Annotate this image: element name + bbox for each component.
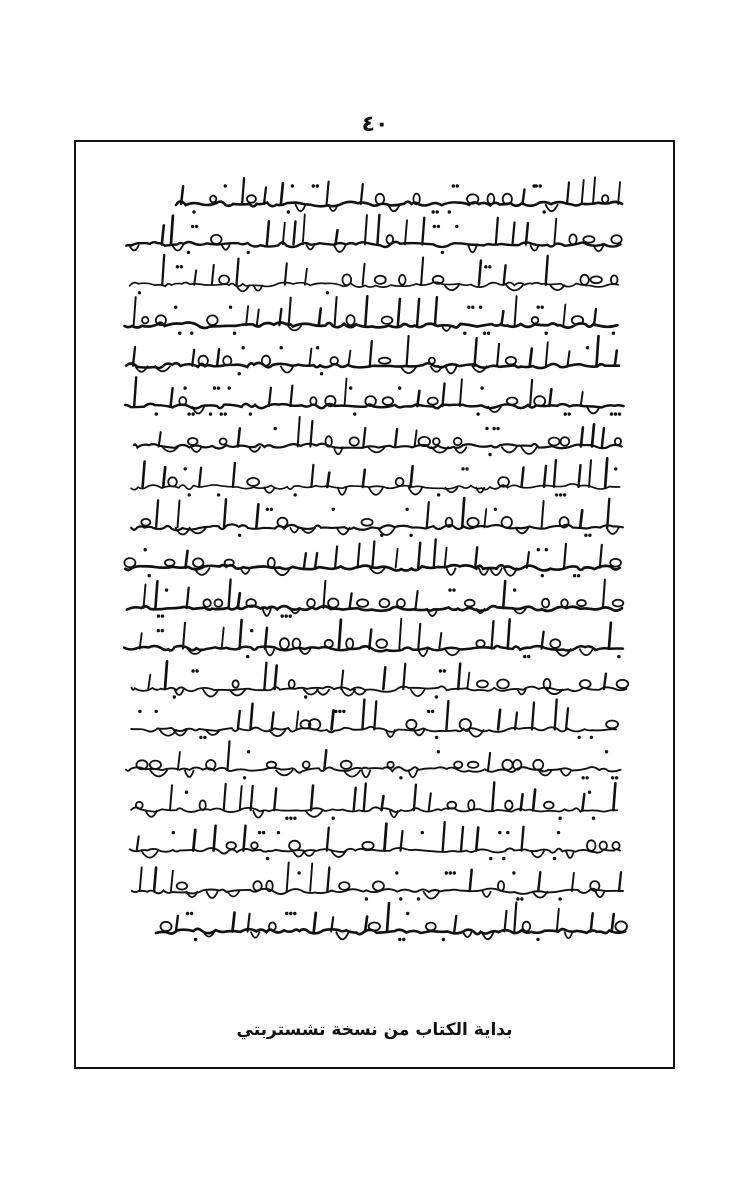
manuscript-line	[124, 539, 621, 577]
manuscript-line	[126, 336, 619, 376]
manuscript-line	[125, 296, 618, 335]
manuscript-line	[127, 580, 623, 618]
manuscript-line	[126, 741, 621, 779]
manuscript-line	[131, 782, 617, 820]
handwritten-text-lines	[116, 170, 636, 950]
manuscript-line	[132, 863, 623, 901]
manuscript-line	[156, 903, 627, 942]
manuscript-line	[132, 661, 629, 698]
manuscript-line	[130, 822, 620, 860]
manuscript-line	[125, 377, 623, 416]
page-number: ٤٠	[361, 112, 389, 137]
manuscript-line	[131, 700, 618, 740]
manuscript-line	[134, 417, 622, 456]
manuscript-image	[116, 170, 636, 950]
manuscript-frame	[74, 140, 675, 1069]
manuscript-caption: بداية الكتاب من نسخة تشستربتي	[236, 1020, 513, 1040]
manuscript-line	[126, 214, 621, 254]
manuscript-line	[124, 619, 623, 659]
manuscript-line	[176, 177, 622, 213]
manuscript-line	[131, 498, 623, 537]
manuscript-line	[131, 458, 620, 496]
manuscript-line	[130, 255, 619, 295]
